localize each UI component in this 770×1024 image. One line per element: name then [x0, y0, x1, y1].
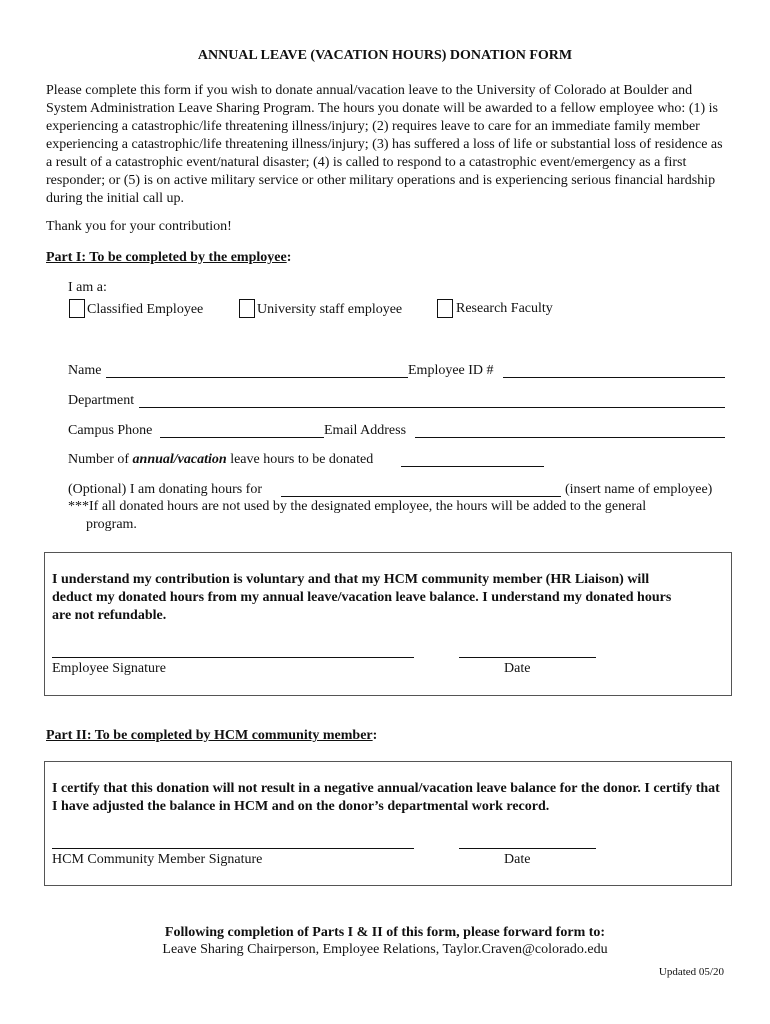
university-staff-label: University staff employee [257, 302, 403, 317]
research-faculty-label: Research Faculty [456, 301, 553, 316]
campus-phone-label: Campus Phone [68, 423, 153, 438]
employee-id-label: Employee ID # [408, 363, 494, 378]
department-field[interactable] [139, 407, 725, 408]
name-label: Name [68, 363, 102, 378]
department-label: Department [68, 393, 135, 408]
optional-label: (Optional) I am donating hours for [68, 482, 263, 497]
employee-date-field[interactable] [459, 657, 596, 658]
note-line-2: program. [86, 517, 137, 532]
part2-heading [46, 728, 377, 744]
email-label: Email Address [324, 423, 407, 438]
classified-employee-checkbox[interactable] [69, 299, 85, 318]
hours-field[interactable] [401, 466, 544, 467]
research-faculty-checkbox[interactable] [437, 299, 453, 318]
hcm-certification-text: I certify that this donation will not result in a negative annual/vacation leave balance for the donor. I certify that I have adjusted the balance in HCM and on the donor’s departmental work record. [52, 781, 720, 814]
i-am-label: I am a: [68, 280, 107, 295]
part1-heading-text: Part I: To be completed by the employee [46, 250, 287, 265]
employee-signature-label: Employee Signature [52, 661, 166, 676]
hours-label [68, 452, 373, 468]
optional-employee-field[interactable] [281, 496, 561, 497]
part2-heading-colon: : [372, 728, 378, 743]
hcm-date-label: Date [504, 852, 531, 867]
name-field[interactable] [106, 377, 408, 378]
hcm-signature-field[interactable] [52, 848, 414, 849]
forwarding-contact: Leave Sharing Chairperson, Employee Relations, Taylor.Craven@colorado.edu [162, 942, 608, 957]
hcm-signature-label: HCM Community Member Signature [52, 852, 263, 867]
employee-signature-field[interactable] [52, 657, 414, 658]
form-title: ANNUAL LEAVE (VACATION HOURS) DONATION FORM [197, 48, 573, 63]
employee-date-label: Date [504, 661, 531, 676]
hours-label-emphasis: annual/vacation [132, 452, 227, 467]
part1-heading-colon: : [286, 250, 292, 265]
thanks-text: Thank you for your contribution! [46, 219, 232, 234]
intro-paragraph: Please complete this form if you wish to donate annual/vacation leave to the University of Colorado at Boulder and System Administration Leave Sharing Program. The hours you donate will be awarded to a fellow employee who: (1) is experiencing a catastrophic/life threatening illness/injury; (2) requires leave to care for an immediate family member experiencing a catastrophic/life threatening illness/injury; (3) has suffered a loss of life or substantial loss of residence as a result of a catastrophic event/natural disaster; (4) is called to respond to a catastrophic event/emergency as a first responder; or (5) is on active military service or other military operations and is experiencing serious financial hardship during the initial call up. [46, 83, 723, 206]
hours-label-prefix: Number of [68, 452, 133, 467]
employee-acknowledgement-text: I understand my contribution is voluntary and that my HCM community member (HR Liaison) will deduct my donated hours from my annual leave/vacation leave balance. I understand my donated hours are not refundable. [52, 572, 672, 623]
part1-heading [46, 250, 291, 266]
hours-label-suffix: leave hours to be donated [226, 452, 374, 467]
optional-suffix-label: (insert name of employee) [565, 482, 713, 497]
classified-employee-label: Classified Employee [87, 302, 204, 317]
employee-id-field[interactable] [503, 377, 725, 378]
forwarding-instruction: Following completion of Parts I & II of this form, please forward form to: [164, 925, 606, 940]
part2-heading-text: Part II: To be completed by HCM community member [46, 728, 373, 743]
note-line-1: ***If all donated hours are not used by the designated employee, the hours will be added to the general [68, 499, 647, 514]
updated-date: Updated 05/20 [658, 966, 724, 978]
campus-phone-field[interactable] [160, 437, 324, 438]
hcm-date-field[interactable] [459, 848, 596, 849]
email-field[interactable] [415, 437, 725, 438]
university-staff-checkbox[interactable] [239, 299, 255, 318]
